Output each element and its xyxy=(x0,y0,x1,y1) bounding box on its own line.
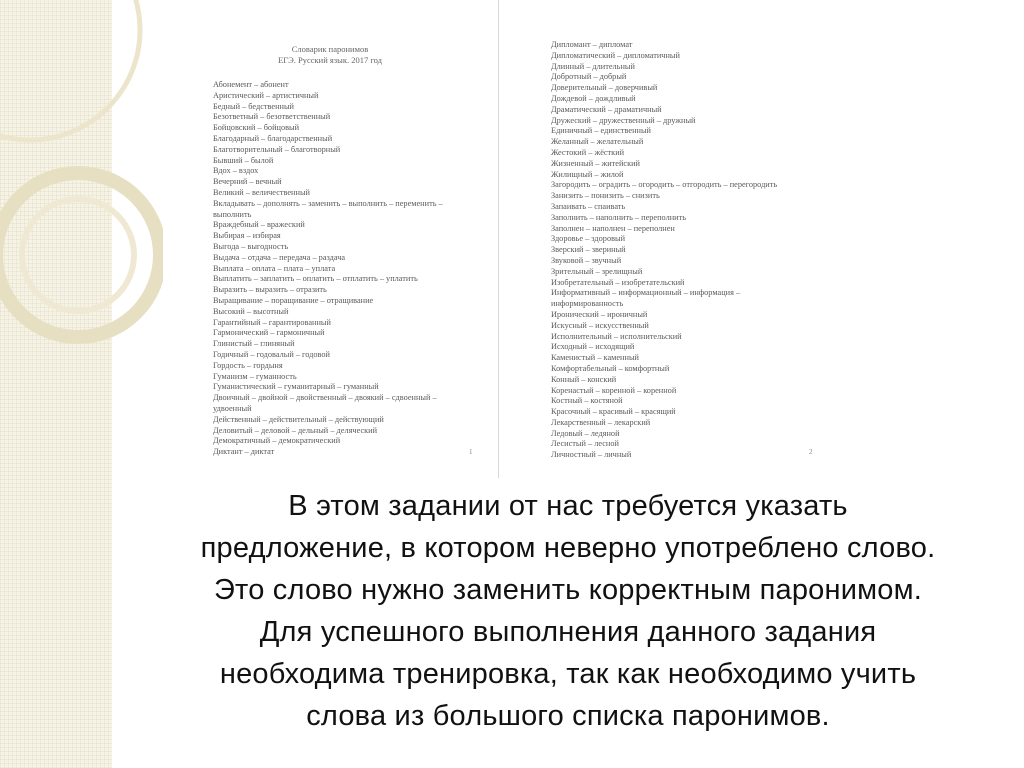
paronym-entry: Заполнить – наполнить – переполнить xyxy=(551,212,687,222)
caption-line: предложение, в котором неверно употреблено слово. xyxy=(200,532,936,564)
paronym-entry: Информативный – информационный – информация – xyxy=(551,288,741,298)
paronym-entry: Выплата – оплата – плата – уплата xyxy=(213,263,336,273)
paronym-entry: удвоенный xyxy=(213,403,252,413)
paronym-entry: Доверительный – доверчивый xyxy=(551,83,658,93)
paronym-entry: Красочный – красивый – красящий xyxy=(551,407,676,417)
paronym-entry: Длинный – длительный xyxy=(551,61,635,71)
paronym-entry: Бедный – бедственный xyxy=(213,101,294,111)
paronym-entry: Запаивать – спаивать xyxy=(551,201,626,211)
paronym-entry: Личностный – личный xyxy=(551,450,632,460)
paronym-entry: Гармонический – гармоничный xyxy=(213,328,325,338)
paronym-entry: Выгода – выгодность xyxy=(213,241,289,251)
paronym-entry: Вечерний – вечный xyxy=(213,177,282,187)
paronym-entry: Враждебный – вражеский xyxy=(213,220,305,230)
caption-text xyxy=(112,485,1024,737)
page-number: 2 xyxy=(809,448,813,456)
paronym-entry: Желанный – желательный xyxy=(551,137,644,147)
paronym-entry: Бойцовский – бойцовый xyxy=(213,123,300,133)
paronym-entry: Дипломант – дипломат xyxy=(551,40,633,49)
paronym-entry: Высокий – высотный xyxy=(213,306,289,316)
caption-line: необходима тренировка, так как необходимо учить xyxy=(219,658,917,690)
paronym-entry: Выплатить – заплатить – оплатить – отплатить – уплатить xyxy=(213,274,418,284)
paronym-entry: Безответный – безответственный xyxy=(213,112,331,122)
paronym-entry: Исполнительный – исполнительский xyxy=(551,331,682,341)
paronym-entry: Аристический – артистичный xyxy=(213,90,319,100)
paronym-entry: информированность xyxy=(551,299,624,309)
paronym-entry: Глинистый – глиняный xyxy=(213,339,295,349)
paronym-entry: Ледовый – ледяной xyxy=(551,428,620,438)
caption-line: Это слово нужно заменить корректным паронимом. xyxy=(214,574,922,606)
caption-line: слова из большого списка паронимов. xyxy=(306,700,830,732)
document-page-right xyxy=(501,0,837,478)
paronym-entry: Выращивание – поращивание – отращивание xyxy=(213,295,374,305)
paronym-entry: Жестокий – жёсткий xyxy=(551,147,625,157)
paronym-entry: Абонемент – абонент xyxy=(213,80,289,89)
page-divider xyxy=(498,0,499,478)
paronym-entry: Гарантийный – гарантированный xyxy=(213,317,331,327)
paronym-entry: Добротный – добрый xyxy=(551,72,627,82)
paronym-entry: Комфортабельный – комфортный xyxy=(551,363,670,373)
paronym-entry: Вдох – вздох xyxy=(213,166,259,176)
paronym-entry: Занизить – понизить – снизить xyxy=(551,191,660,201)
paronym-list-right xyxy=(551,40,777,461)
paronym-entry: Лекарственный – лекарский xyxy=(551,417,651,427)
paronym-entry: Каменистый – каменный xyxy=(551,353,639,363)
paronym-entry: Коренастый – коренной – коренной xyxy=(551,385,677,395)
paronym-entry: Действенный – действительный – действующий xyxy=(213,414,384,424)
paronym-entry: Здоровье – здоровый xyxy=(551,234,626,244)
paronym-entry: Зрительный – зрелищный xyxy=(551,266,643,276)
paronym-entry: Лесистый – лесной xyxy=(551,439,619,449)
paronym-entry: Выдача – отдача – передача – раздача xyxy=(213,252,346,262)
paronym-entry: Конный – конский xyxy=(551,374,617,384)
document-title xyxy=(163,44,497,66)
paronym-entry: Бывший – былой xyxy=(213,155,274,165)
document-page-left xyxy=(163,0,497,478)
paronym-entry: Благотворительный – благотворный xyxy=(213,144,341,154)
paronym-entry: Дружеский – дружественный – дружный xyxy=(551,115,696,125)
paronym-entry: Вкладывать – дополнять – заменить – выполнить – переменить – xyxy=(213,198,443,208)
paronym-entry: Загородить – оградить – огородить – отгородить – перегородить xyxy=(551,180,778,190)
paronym-entry: Звуковой – звучный xyxy=(551,255,622,265)
paronym-entry: Диктант – диктат xyxy=(213,447,275,457)
document-title-line: Словарик паронимов xyxy=(291,44,369,54)
paronym-entry: Выразить – выразить – отразить xyxy=(213,285,327,295)
paronym-entry: Благодарный – благодарственный xyxy=(213,133,333,143)
paronym-entry: Выбирая – избирая xyxy=(213,231,281,241)
paronym-entry: Великий – величественный xyxy=(213,187,310,197)
paronym-entry: Заполнен – наполнен – переполнен xyxy=(551,223,675,233)
paronym-entry: Зверский – звериный xyxy=(551,245,626,255)
paronym-entry: Дипломатический – дипломатичный xyxy=(551,50,680,60)
paronym-entry: выполнить xyxy=(213,209,252,219)
paronym-entry: Драматический – драматичный xyxy=(551,104,662,114)
paronym-entry: Костный – костяной xyxy=(551,396,623,406)
paronym-entry: Искусный – искусственный xyxy=(551,320,649,330)
paronym-entry: Двоичный – двойной – двойственный – двоякий – сдвоенный – xyxy=(213,393,437,403)
paronym-entry: Гуманистический – гуманитарный – гуманный xyxy=(213,382,379,392)
paronym-entry: Жизненный – житейский xyxy=(551,158,640,168)
caption-line: В этом задании от нас требуется указать xyxy=(288,490,848,522)
paronym-entry: Дождевой – дождливый xyxy=(551,93,636,103)
paronym-list-left xyxy=(213,80,443,458)
caption-line: Для успешного выполнения данного задания xyxy=(259,616,877,648)
paronym-entry: Годичный – годовалый – годовой xyxy=(213,349,330,359)
paronym-entry: Гордость – гордыня xyxy=(213,360,283,370)
paronym-entry: Исходный – исходящий xyxy=(551,342,635,352)
paronym-entry: Гуманизм – гуманность xyxy=(213,371,297,381)
document-subtitle-line: ЕГЭ. Русский язык. 2017 год xyxy=(278,55,382,65)
page-number: 1 xyxy=(469,448,473,456)
paronym-entry: Единичный – единственный xyxy=(551,126,651,136)
paronym-entry: Изобретательный – изобретательский xyxy=(551,277,685,287)
paronym-entry: Демократичный – демократический xyxy=(213,436,341,446)
paronym-entry: Жилищный – жилой xyxy=(551,169,624,179)
dictionary-document-image xyxy=(163,0,837,478)
paronym-entry: Иронический – ироничный xyxy=(551,309,648,319)
paronym-entry: Деловитый – деловой – дельный – деляческий xyxy=(213,425,378,435)
